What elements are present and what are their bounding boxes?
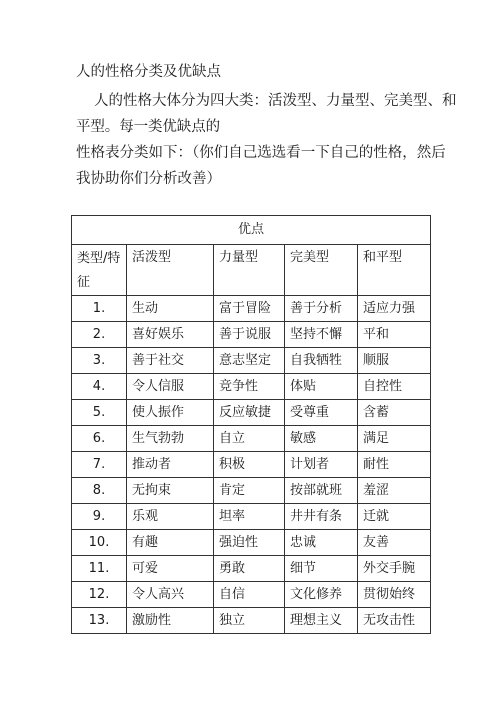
cell-melancholic: 细节 [285, 556, 358, 582]
table-row [72, 608, 431, 634]
table-row [72, 426, 431, 452]
table-row [72, 374, 431, 400]
cell-choleric: 强迫性 [214, 530, 285, 556]
cell-choleric: 肯定 [214, 478, 285, 504]
cell-choleric: 自立 [214, 426, 285, 452]
cell-melancholic: 体贴 [285, 374, 358, 400]
cell-sanguine: 令人高兴 [127, 582, 214, 608]
cell-sanguine: 生动 [127, 296, 214, 322]
cell-choleric: 反应敏捷 [214, 400, 285, 426]
table-row [72, 322, 431, 348]
cell-phlegmatic: 迁就 [358, 504, 431, 530]
table-caption-row [72, 216, 431, 245]
cell-choleric: 勇敢 [214, 556, 285, 582]
cell-sanguine: 推动者 [127, 452, 214, 478]
table-row [72, 556, 431, 582]
intro-line: 人的性格大体分为四大类：活泼型、力量型、完美型、和 [94, 93, 457, 109]
intro-line: 我协助你们分析改善） [76, 171, 221, 187]
row-number: 5. [72, 400, 127, 426]
cell-choleric: 独立 [214, 608, 285, 634]
cell-phlegmatic: 自控性 [358, 374, 431, 400]
row-number: 6. [72, 426, 127, 452]
cell-choleric: 善于说服 [214, 322, 285, 348]
row-number: 10. [72, 530, 127, 556]
cell-sanguine: 喜好娱乐 [127, 322, 214, 348]
cell-melancholic: 敏感 [285, 426, 358, 452]
table-caption: 优点 [72, 216, 431, 245]
row-number: 11. [72, 556, 127, 582]
cell-melancholic: 善于分析 [285, 296, 358, 322]
cell-phlegmatic: 无攻击性 [358, 608, 431, 634]
cell-phlegmatic: 适应力强 [358, 296, 431, 322]
cell-sanguine: 可爱 [127, 556, 214, 582]
row-number: 12. [72, 582, 127, 608]
intro-paragraph [76, 88, 457, 192]
cell-melancholic: 受尊重 [285, 400, 358, 426]
cell-choleric: 积极 [214, 452, 285, 478]
cell-phlegmatic: 贯彻始终 [358, 582, 431, 608]
cell-phlegmatic: 满足 [358, 426, 431, 452]
cell-melancholic: 计划者 [285, 452, 358, 478]
cell-melancholic: 文化修养 [285, 582, 358, 608]
table-row [72, 504, 431, 530]
cell-choleric: 意志坚定 [214, 348, 285, 374]
cell-sanguine: 无拘束 [127, 478, 214, 504]
cell-melancholic: 按部就班 [285, 478, 358, 504]
cell-sanguine: 使人振作 [127, 400, 214, 426]
row-number: 1. [72, 296, 127, 322]
row-number: 7. [72, 452, 127, 478]
cell-phlegmatic: 羞涩 [358, 478, 431, 504]
row-number: 3. [72, 348, 127, 374]
table-row [72, 348, 431, 374]
cell-melancholic: 井井有条 [285, 504, 358, 530]
cell-sanguine: 令人信服 [127, 374, 214, 400]
table-row [72, 530, 431, 556]
header-choleric: 力量型 [214, 245, 285, 296]
cell-choleric: 富于冒险 [214, 296, 285, 322]
cell-sanguine: 生气勃勃 [127, 426, 214, 452]
header-phlegmatic: 和平型 [358, 245, 431, 296]
cell-melancholic: 坚持不懈 [285, 322, 358, 348]
header-type: 类型/特征 [72, 245, 127, 296]
row-number: 13. [72, 608, 127, 634]
cell-choleric: 竞争性 [214, 374, 285, 400]
row-number: 8. [72, 478, 127, 504]
header-melancholic: 完美型 [285, 245, 358, 296]
cell-melancholic: 自我牺牲 [285, 348, 358, 374]
intro-line: 性格表分类如下：（你们自己选选看一下自己的性格，然后 [76, 145, 446, 161]
cell-melancholic: 理想主义 [285, 608, 358, 634]
table-row [72, 400, 431, 426]
cell-phlegmatic: 友善 [358, 530, 431, 556]
cell-phlegmatic: 含蓄 [358, 400, 431, 426]
cell-phlegmatic: 顺服 [358, 348, 431, 374]
table-row [72, 296, 431, 322]
cell-melancholic: 忠诚 [285, 530, 358, 556]
row-number: 9. [72, 504, 127, 530]
cell-phlegmatic: 外交手腕 [358, 556, 431, 582]
table-row [72, 582, 431, 608]
cell-phlegmatic: 耐性 [358, 452, 431, 478]
cell-sanguine: 有趣 [127, 530, 214, 556]
intro-line: 平型。每一类优缺点的 [76, 119, 220, 135]
cell-choleric: 自信 [214, 582, 285, 608]
table-row [72, 478, 431, 504]
personality-strengths-table [71, 215, 431, 634]
cell-sanguine: 激励性 [127, 608, 214, 634]
cell-phlegmatic: 平和 [358, 322, 431, 348]
header-sanguine: 活泼型 [127, 245, 214, 296]
document-title: 人的性格分类及优缺点 [76, 64, 221, 80]
row-number: 4. [72, 374, 127, 400]
cell-sanguine: 乐观 [127, 504, 214, 530]
row-number: 2. [72, 322, 127, 348]
table-row [72, 452, 431, 478]
cell-choleric: 坦率 [214, 504, 285, 530]
cell-sanguine: 善于社交 [127, 348, 214, 374]
